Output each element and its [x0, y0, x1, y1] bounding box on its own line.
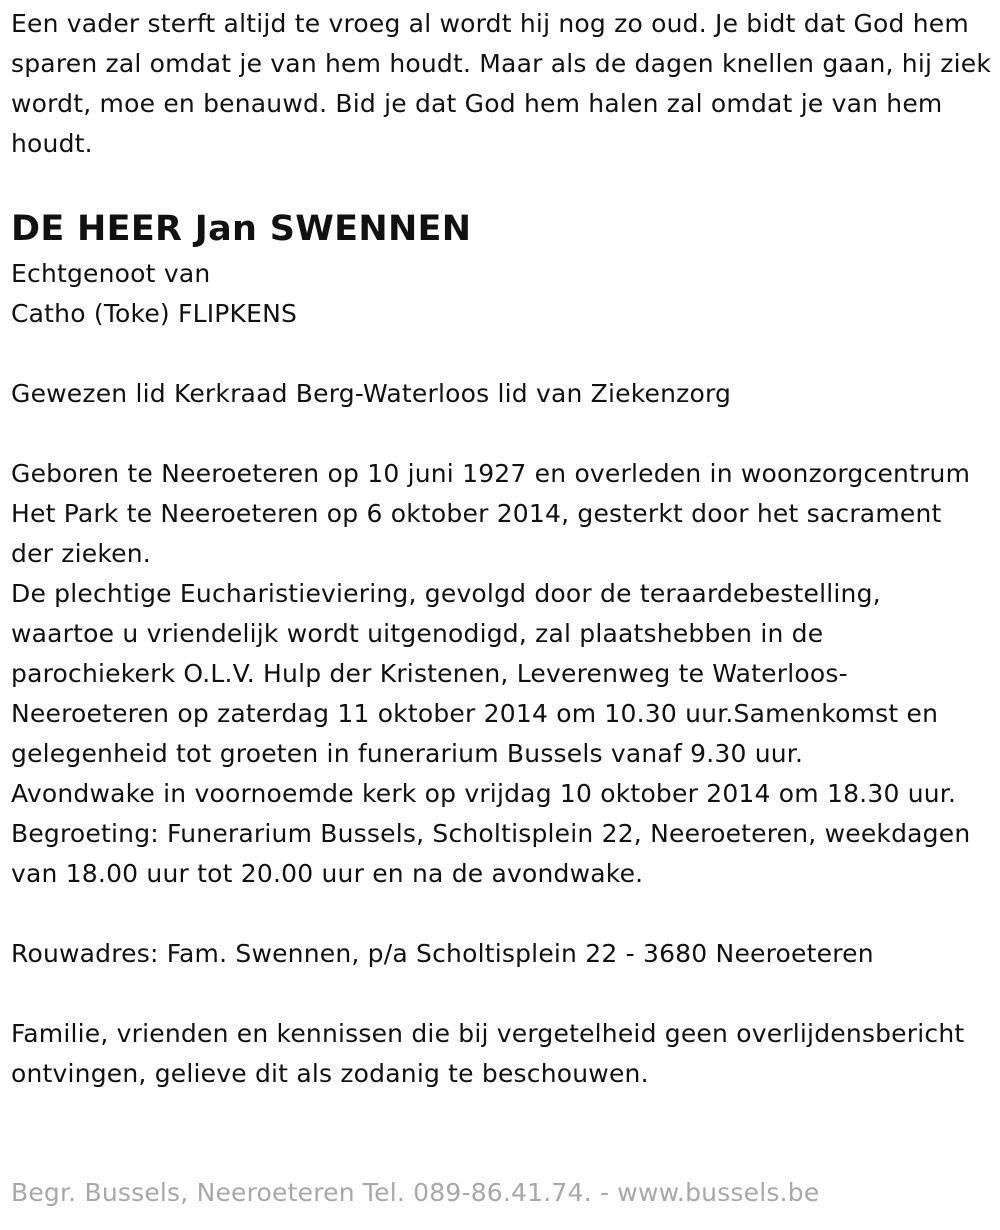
birth-death-text: Geboren te Neeroeteren op 10 juni 1927 en overleden in woonzorgcentrum Het Park te Neeroeteren op 6 oktober 2014, gesterkt door het sacrament der zieken. — [11, 459, 971, 568]
roles-text: Gewezen lid Kerkraad Berg-Waterloos lid van Ziekenzorg — [11, 379, 732, 408]
family-notice: Familie, vrienden en kennissen die bij vergetelheid geen overlijdensbericht ontvingen, gelieve dit als zodanig te beschouwen. — [11, 1019, 965, 1088]
obituary-notice — [11, 4, 991, 1094]
relation-label: Echtgenoot van — [11, 259, 211, 288]
spouse-name: Catho (Toke) FLIPKENS — [11, 299, 298, 328]
funeral-text: De plechtige Eucharistieviering, gevolgd door de teraardebestelling, waartoe u vriendelijk wordt uitgenodigd, zal plaatshebben in de parochiekerk O.L.V. Hulp der Kristenen, Leverenweg te Waterloos-Neeroeteren op zaterdag 11 oktober 2014 om 10.30 uur.Samenkomst en gelegenheid tot groeten in funerarium Bussels vanaf 9.30 uur. — [11, 579, 939, 768]
mourning-address: Rouwadres: Fam. Swennen, p/a Scholtisplein 22 - 3680 Neeroeteren — [11, 939, 874, 968]
memorial-poem: Een vader sterft altijd te vroeg al wordt hij nog zo oud. Je bidt dat God hem sparen zal omdat je van hem houdt. Maar als de dagen knellen gaan, hij ziek wordt, moe en benauwd. Bid je dat God hem halen zal omdat je van hem houdt. — [11, 9, 992, 158]
spacer — [11, 164, 991, 204]
spacer — [11, 414, 991, 454]
spacer — [11, 894, 991, 934]
greeting-text: Begroeting: Funerarium Bussels, Scholtisplein 22, Neeroeteren, weekdagen van 18.00 uur tot 20.00 uur en na de avondwake. — [11, 819, 971, 888]
wake-text: Avondwake in voornoemde kerk op vrijdag 10 oktober 2014 om 18.30 uur. — [11, 779, 957, 808]
funeral-home-footer: Begr. Bussels, Neeroeteren Tel. 089-86.41.74. - www.bussels.be — [11, 1178, 820, 1207]
spacer — [11, 334, 991, 374]
deceased-name: DE HEER Jan SWENNEN — [11, 209, 472, 249]
spacer — [11, 974, 991, 1014]
